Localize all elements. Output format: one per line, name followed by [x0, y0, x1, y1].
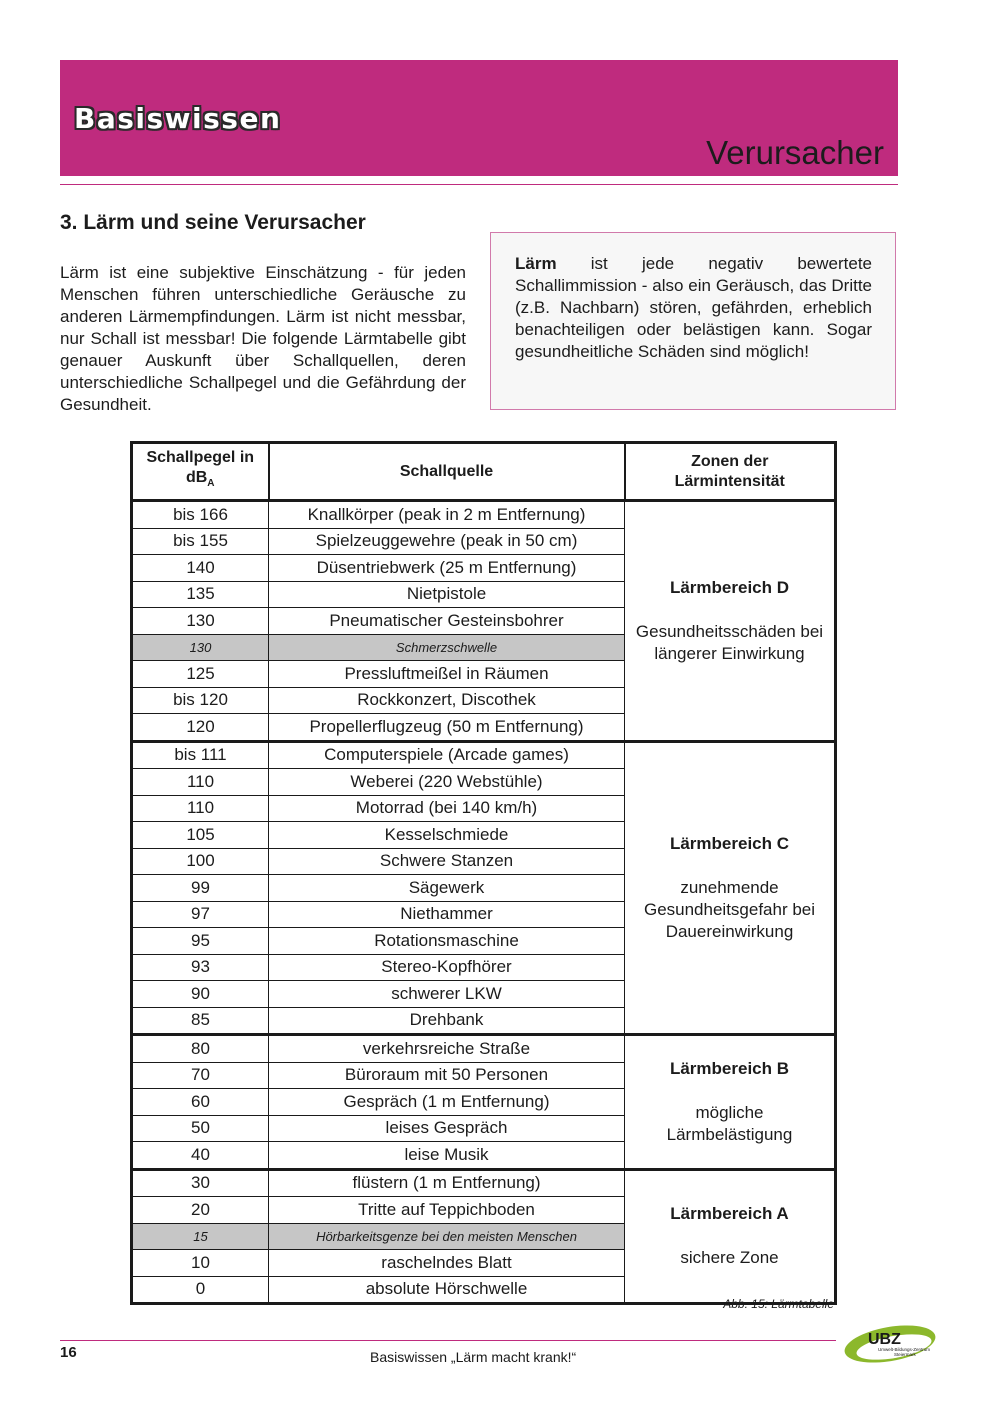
header-zone-line1: Zonen der [691, 452, 769, 470]
source-cell: Weberei (220 Webstühle) [269, 769, 625, 796]
source-cell: flüstern (1 m Entfernung) [269, 1169, 625, 1197]
definition-text [515, 253, 872, 363]
source-cell: Motorrad (bei 140 km/h) [269, 795, 625, 822]
source-cell: Propellerflugzeug (50 m Entfernung) [269, 714, 625, 742]
ubz-logo [842, 1318, 944, 1366]
source-cell: raschelndes Blatt [269, 1250, 625, 1277]
source-cell: Nietpistole [269, 581, 625, 608]
table-caption: Abb. 15: Lärmtabelle [723, 1297, 834, 1311]
level-cell: 120 [132, 714, 269, 742]
logo-subtext-2: Steiermark [894, 1352, 916, 1357]
zone-description: mögliche Lärmbelästigung [666, 1102, 793, 1144]
level-cell: 20 [132, 1197, 269, 1224]
logo-subtext-1: Umwelt-Bildungs-Zentrum [878, 1347, 931, 1352]
definition-term: Lärm [515, 254, 557, 273]
level-cell: 93 [132, 954, 269, 981]
definition-body: ist jede negativ bewertete Schallimmission - also ein Geräusch, das Dritte (z.B. Nachbarn) stören, gefährden, erheblich benachteiligen oder belästigen kann. Sogar gesundheitliche Schäden sind möglich! [515, 254, 872, 361]
zone-description: sichere Zone [680, 1248, 779, 1268]
definition-box [490, 232, 896, 410]
zone-description: Gesundheitsschäden bei längerer Einwirkung [635, 621, 824, 663]
level-cell: 110 [132, 769, 269, 796]
level-cell: 40 [132, 1142, 269, 1170]
zone-cell [625, 1035, 836, 1170]
level-cell: 90 [132, 981, 269, 1008]
header-zone-line2: Lärmintensität [674, 472, 785, 490]
source-cell: verkehrsreiche Straße [269, 1035, 625, 1063]
level-cell: 140 [132, 555, 269, 582]
table-header-row [132, 443, 836, 501]
level-cell: 10 [132, 1250, 269, 1277]
level-cell: 110 [132, 795, 269, 822]
source-cell: Knallkörper (peak in 2 m Entfernung) [269, 501, 625, 529]
source-cell: Düsentriebwerk (25 m Entfernung) [269, 555, 625, 582]
source-cell: Sägewerk [269, 875, 625, 902]
header-level-label: Schallpegel in [146, 449, 255, 467]
source-cell: Rockkonzert, Discothek [269, 687, 625, 714]
zone-cell [625, 501, 836, 742]
footer-divider [60, 1340, 836, 1341]
header-zone [625, 443, 836, 501]
source-cell: Drehbank [269, 1007, 625, 1035]
level-cell: bis 166 [132, 501, 269, 529]
table-row [132, 1169, 836, 1197]
level-cell: bis 120 [132, 687, 269, 714]
level-cell: 15 [132, 1223, 269, 1250]
source-cell: Pneumatischer Gesteinsbohrer [269, 608, 625, 635]
level-cell: 99 [132, 875, 269, 902]
header-level [132, 443, 269, 501]
source-cell: absolute Hörschwelle [269, 1276, 625, 1304]
source-cell: Schwere Stanzen [269, 848, 625, 875]
source-cell: Pressluftmeißel in Räumen [269, 661, 625, 688]
zone-cell [625, 1169, 836, 1304]
level-cell: 135 [132, 581, 269, 608]
level-cell: 130 [132, 634, 269, 661]
source-cell: Tritte auf Teppichboden [269, 1197, 625, 1224]
source-cell: Büroraum mit 50 Personen [269, 1062, 625, 1089]
level-cell: 95 [132, 928, 269, 955]
level-cell: 105 [132, 822, 269, 849]
level-cell: 130 [132, 608, 269, 635]
section-heading: 3. Lärm und seine Verursacher [60, 211, 366, 234]
level-cell: 70 [132, 1062, 269, 1089]
banner-kicker: Basiswissen [74, 102, 282, 135]
source-cell: Hörbarkeitsgenze bei den meisten Menschen [269, 1223, 625, 1250]
header-banner [60, 60, 898, 176]
level-cell: 100 [132, 848, 269, 875]
level-cell: 60 [132, 1089, 269, 1116]
table-row [132, 741, 836, 769]
zone-description: zunehmende Gesundheitsgefahr bei Dauereinwirkung [643, 877, 816, 941]
level-cell: bis 111 [132, 741, 269, 769]
header-divider [60, 184, 898, 185]
source-cell: Computerspiele (Arcade games) [269, 741, 625, 769]
header-source: Schallquelle [269, 443, 625, 501]
page-number: 16 [60, 1344, 77, 1361]
header-level-sub: A [207, 478, 215, 490]
table-row [132, 1035, 836, 1063]
level-cell: 30 [132, 1169, 269, 1197]
level-cell: 85 [132, 1007, 269, 1035]
level-cell: 97 [132, 901, 269, 928]
source-cell: Spielzeuggewehre (peak in 50 cm) [269, 528, 625, 555]
noise-table [130, 441, 837, 1305]
source-cell: Stereo-Kopfhörer [269, 954, 625, 981]
page-title: Verursacher [706, 134, 884, 171]
table-row [132, 501, 836, 529]
level-cell: 50 [132, 1115, 269, 1142]
source-cell: Niethammer [269, 901, 625, 928]
source-cell: Kesselschmiede [269, 822, 625, 849]
source-cell: leises Gespräch [269, 1115, 625, 1142]
zone-cell [625, 741, 836, 1035]
zone-title: Lärmbereich B [669, 1058, 790, 1078]
source-cell: Schmerzschwelle [269, 634, 625, 661]
level-cell: bis 155 [132, 528, 269, 555]
source-cell: Gespräch (1 m Entfernung) [269, 1089, 625, 1116]
source-cell: schwerer LKW [269, 981, 625, 1008]
header-level-unit: dB [185, 469, 208, 487]
source-cell: leise Musik [269, 1142, 625, 1170]
intro-paragraph: Lärm ist eine subjektive Einschätzung - für jeden Menschen führen unterschiedliche Geräusche zu anderen Lärmempfindungen. Lärm ist nicht messbar, nur Schall ist messbar! Die folgende Lärmtabelle gibt genauer Auskunft über Schallquellen, deren unterschiedliche Schallpegel und die Gefährdung der Gesundheit. [60, 263, 466, 414]
source-cell: Rotationsmaschine [269, 928, 625, 955]
level-cell: 80 [132, 1035, 269, 1063]
level-cell: 0 [132, 1276, 269, 1304]
logo-text: UBZ [868, 1331, 901, 1348]
zone-title: Lärmbereich D [669, 577, 790, 597]
zone-title: Lärmbereich C [669, 833, 790, 853]
zone-title: Lärmbereich A [670, 1204, 789, 1224]
footer-title: Basiswissen „Lärm macht krank!“ [370, 1349, 577, 1365]
level-cell: 125 [132, 661, 269, 688]
